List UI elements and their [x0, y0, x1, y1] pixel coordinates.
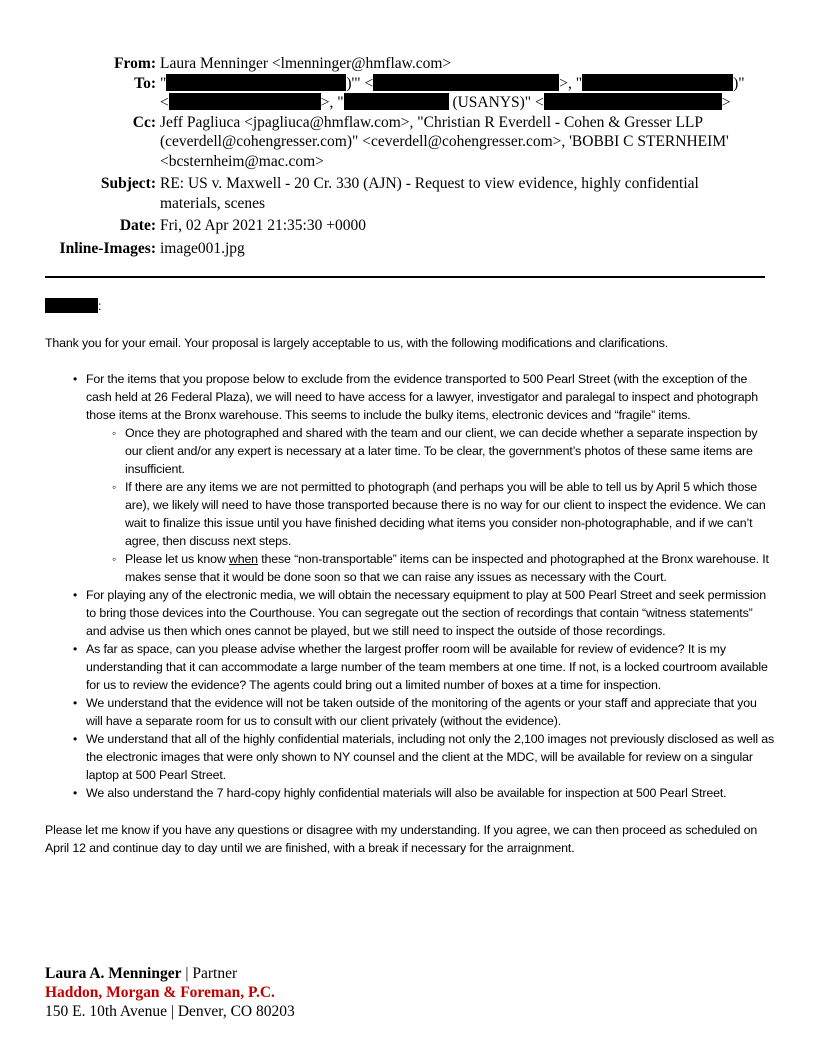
list-item: • We understand that all of the highly confidential materials, including not only the 2,100 images not previously disclosed as well as the electronic images that were only shown to NY counsel and the client at the MDC, will be available for review on a singular laptop at 500 Pearl Street.: [45, 730, 775, 784]
redaction-box: [582, 74, 733, 91]
cc-value: Jeff Pagliuca <jpagliuca@hmflaw.com>, "Christian R Everdell - Cohen & Gresser LLP (ceverdell@cohengresser.com)" <ceverdell@cohengresser.com>, 'BOBBI C STERNHEIM' <bcsternheim@mac.com>: [160, 113, 729, 170]
list-item: • As far as space, can you please advise whether the largest proffer room will be available for review of evidence? It is my understanding that it can accommodate a large number of the team members at one time. If not, is a locked courtroom available for us to review the evidence? The agents could bring out a limited number of boxes at a time for inspection.: [45, 640, 775, 694]
to-text: <: [160, 94, 169, 111]
redaction-box: [344, 93, 449, 110]
date-row: [0, 216, 816, 236]
intro-paragraph: Thank you for your email. Your proposal is largely acceptable to us, with the following modifications and clarifications.: [45, 336, 669, 350]
to-text: ": [160, 74, 167, 92]
sub-list-item-text: these “non-transportable” items can be inspected and photographed at the Bronx warehouse. It makes sense that it would be done soon so that we can raise any issues as necessary with the Court.: [125, 552, 769, 584]
to-row: [0, 74, 816, 113]
subject-label: Subject:: [100, 175, 156, 192]
email-body: [45, 297, 775, 857]
to-text: >, ": [320, 94, 344, 111]
subject-row: [0, 174, 816, 213]
redaction-box: [544, 93, 722, 110]
salutation-colon: :: [98, 299, 102, 313]
to-text: (USANYS)" <: [448, 94, 544, 111]
from-value: Laura Menninger <lmenninger@hmflaw.com>: [160, 55, 452, 72]
list-item: • We also understand the 7 hard-copy highly confidential materials will also be available for inspection at 500 Pearl Street.: [45, 784, 775, 802]
header-divider: [45, 276, 765, 278]
sub-list-item: ◦ If there are any items we are not permitted to photograph (and perhaps you will be able to tell us by April 5 which those are), we likely will need to have those transported because there is no way for our client to inspect the evidence. We can wait to finalize this issue until you have finished deciding what items you consider non-photographable, and if we can’t agree, then discuss next steps.: [86, 478, 775, 550]
cc-label: Cc:: [132, 113, 156, 131]
sub-list-item: [86, 550, 775, 586]
date-label: Date:: [119, 217, 156, 234]
from-row: [0, 54, 816, 74]
closing-paragraph: Please let me know if you have any questions or disagree with my understanding. If you agree, we can then proceed as scheduled on April 12 and continue day to day until we are finished, with a break if necessary for the arraignment.: [45, 823, 758, 855]
list-item-text: For the items that you propose below to exclude from the evidence transported to 500 Pearl Street (with the exception of the cash held at 26 Federal Plaza), we will need to have access for a lawyer, investigator and paralegal to inspect and photograph those items at the Bronx warehouse. This seems to include the bulky items, electronic devices and “fragile” items.: [86, 372, 758, 422]
redaction-box: [166, 74, 346, 91]
sub-list-item: ◦ Once they are photographed and shared with the team and our client, we can decide whether a separate inspection by our client and/or any expert is necessary at a later time. To be clear, the government’s photos of these same items are insufficient.: [86, 424, 775, 478]
sub-list-item-text: Please let us know: [125, 552, 229, 566]
to-text: )'" <: [346, 74, 374, 92]
signer-title: | Partner: [181, 965, 238, 982]
signer-name: Laura A. Menninger: [45, 965, 182, 982]
underlined-word: when: [228, 552, 258, 566]
subject-value: RE: US v. Maxwell - 20 Cr. 330 (AJN) - Request to view evidence, highly confidential materials, scenes: [160, 175, 699, 212]
signature-block: [45, 964, 295, 1021]
list-item: [45, 370, 775, 586]
from-label: From:: [114, 55, 156, 72]
firm-name: Haddon, Morgan & Foreman, P.C.: [45, 984, 275, 1001]
inline-images-value: image001.jpg: [160, 239, 245, 257]
redaction-box: [169, 93, 321, 110]
list-item: • We understand that the evidence will not be taken outside of the monitoring of the agents or your staff and appreciate that you will have a separate room for us to consult with our client privately (without the evidence).: [45, 694, 775, 730]
to-text: )": [733, 74, 745, 92]
to-label: To:: [134, 74, 156, 92]
email-header: [0, 54, 816, 258]
sub-bullet-list: [86, 424, 775, 586]
to-text: >: [721, 94, 731, 111]
bullet-list: [45, 370, 775, 802]
inline-images-row: [0, 239, 816, 259]
date-value: Fri, 02 Apr 2021 21:35:30 +0000: [160, 217, 366, 234]
list-item: • For playing any of the electronic media, we will obtain the necessary equipment to play at 500 Pearl Street and seek permission to bring those devices into the Courthouse. You can segregate out the section of recordings that contain “witness statements” and advise us then which ones cannot be played, but we still need to inspect the outside of those recordings.: [45, 586, 775, 640]
redaction-box: [45, 298, 98, 313]
inline-images-label: Inline-Images:: [59, 239, 156, 257]
to-text: >, ": [559, 74, 583, 92]
salutation: [45, 297, 775, 315]
cc-row: [0, 113, 816, 172]
firm-address: 150 E. 10th Avenue | Denver, CO 80203: [45, 1003, 295, 1020]
signature-line: [45, 964, 295, 983]
to-value: [160, 74, 770, 113]
redaction-box: [373, 74, 559, 91]
